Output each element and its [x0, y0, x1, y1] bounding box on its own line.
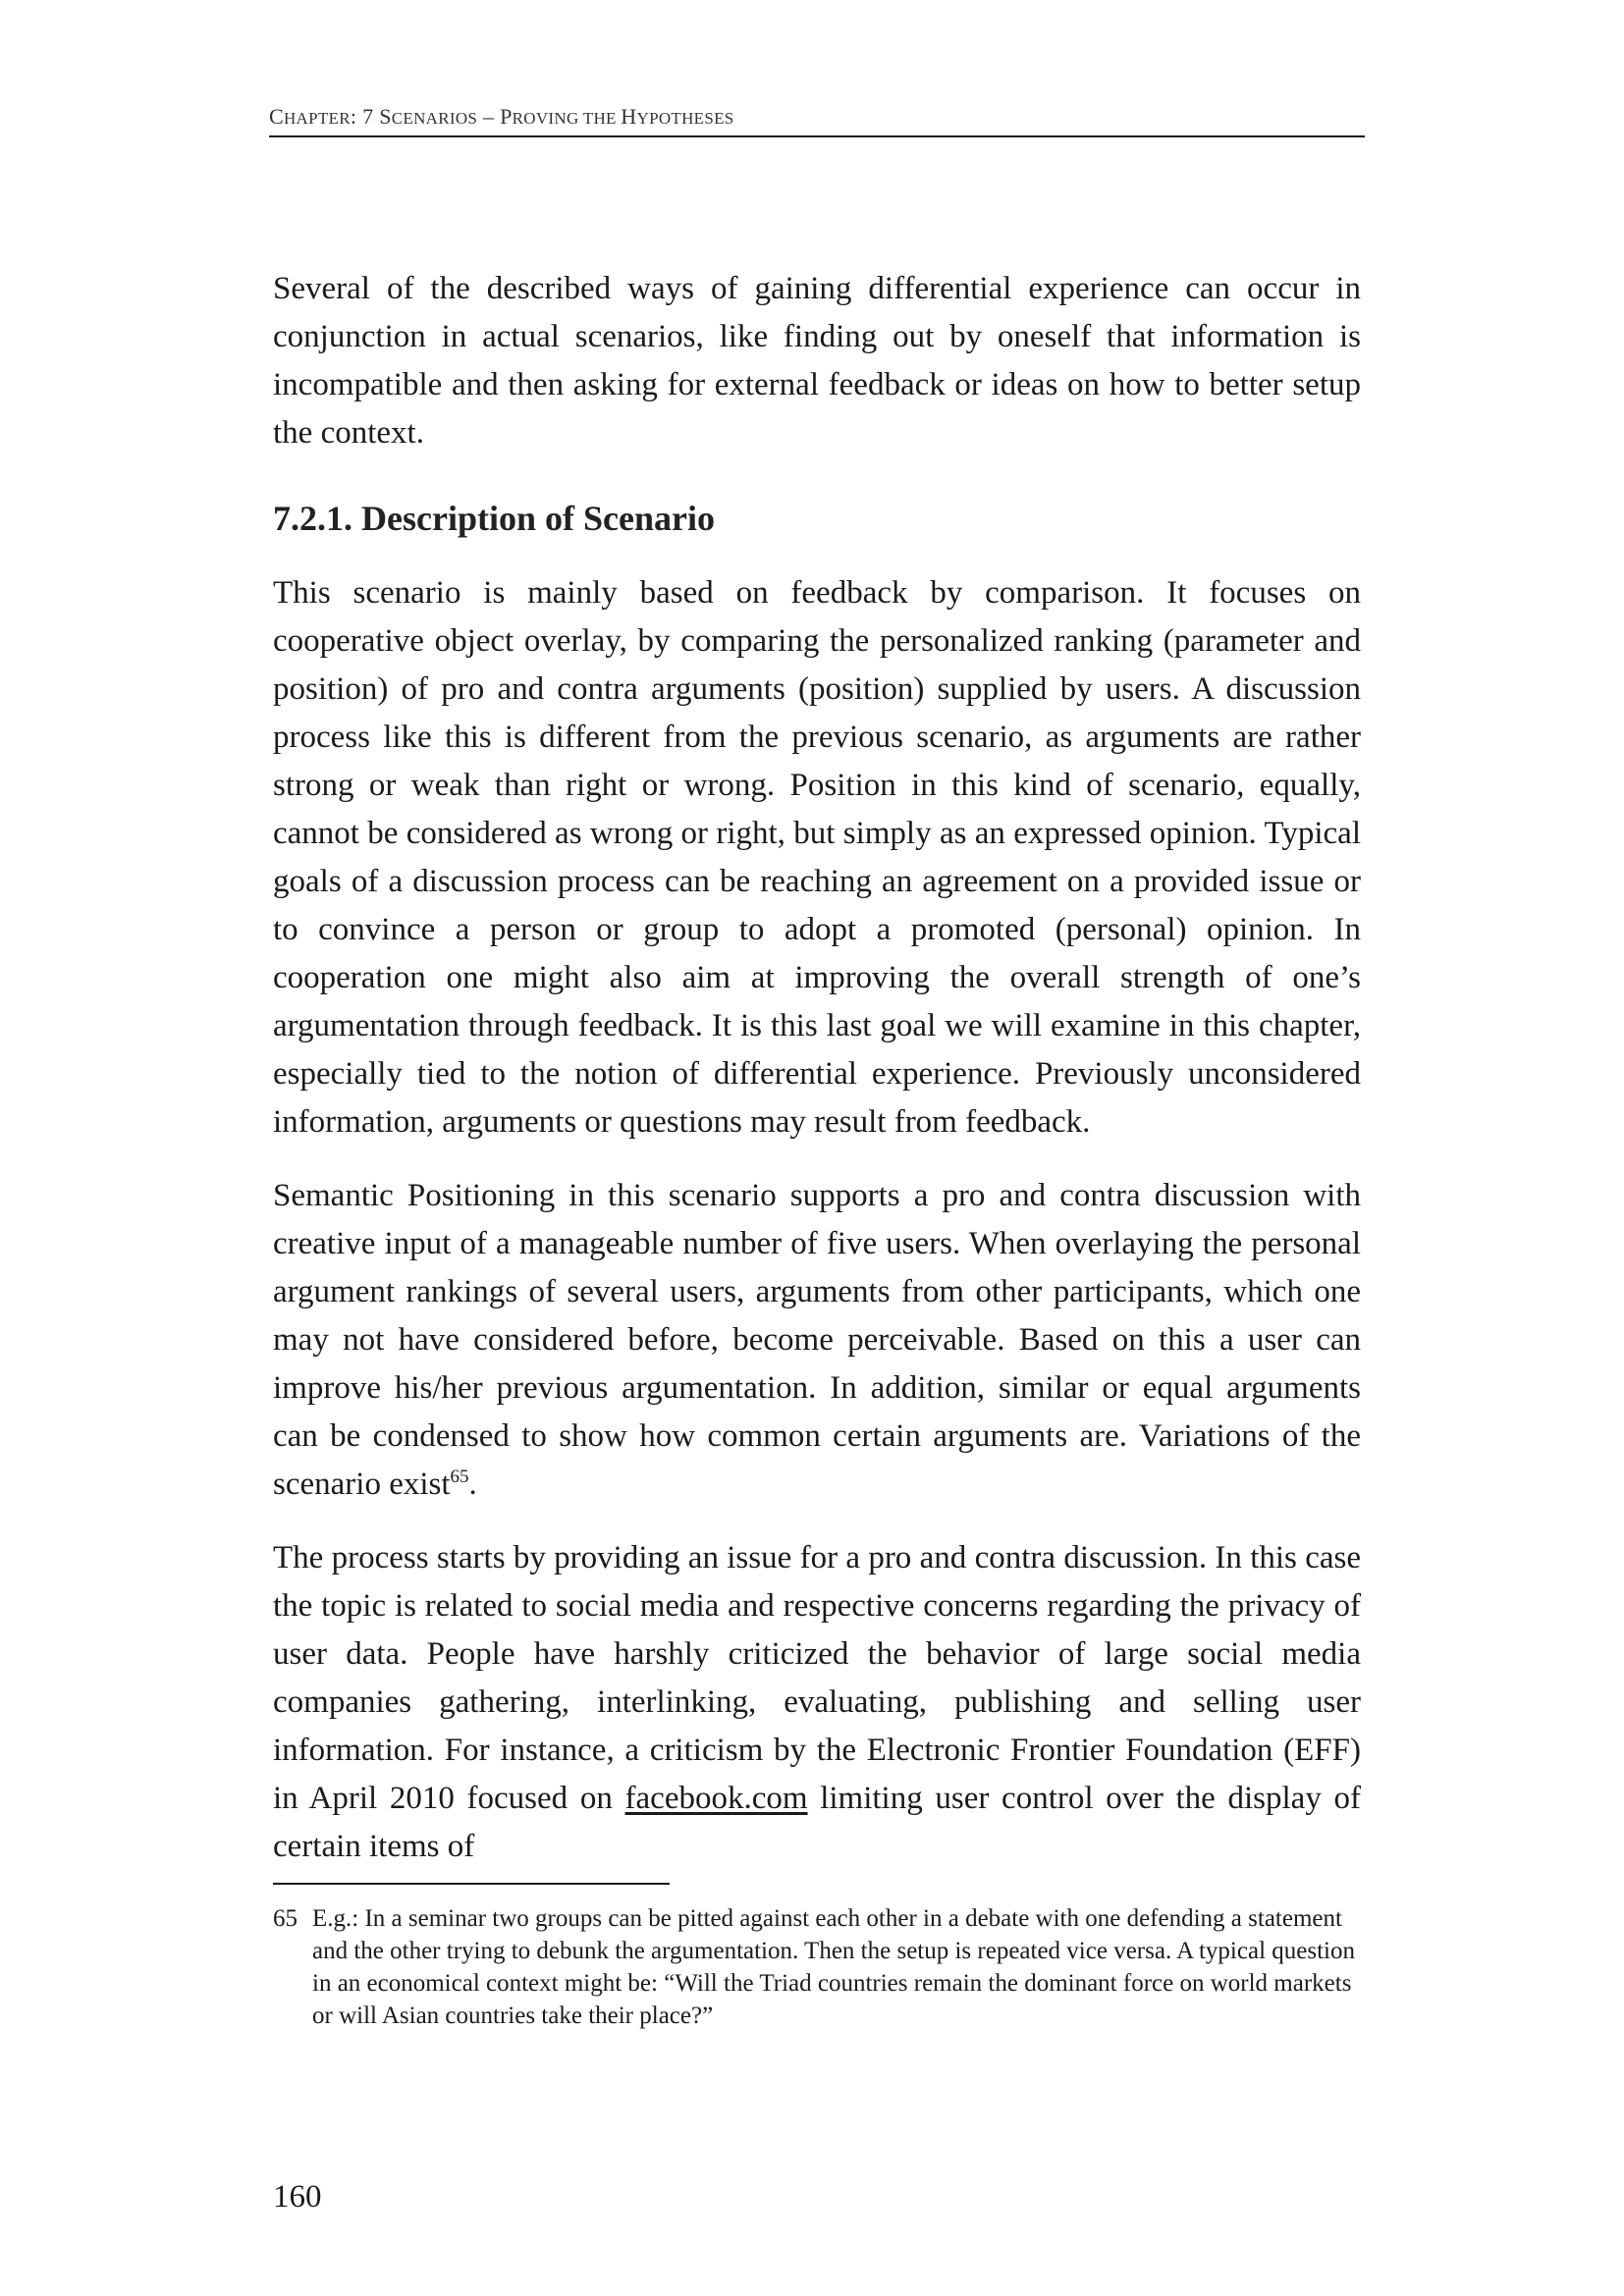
rh-scenarios-rest: CENARIOS	[391, 109, 478, 128]
paragraph-process-text: The process starts by providing an issue for a pro and contra discussion. In this case the topic is related to social media and respective concerns regarding the privacy of user data. People have harshly criticized the behavior of large social media companies gathering, interlinking, evaluating, publishing and selling user information. For instance, a criticism by the Electronic Frontier Foundation (EFF) in April 2010 focused on	[273, 1540, 1361, 1816]
paragraph-process	[273, 1534, 1361, 1871]
rh-chapter-number: : 7	[350, 104, 380, 129]
paragraph-semantic-positioning-end: .	[468, 1467, 477, 1502]
section-heading: 7.2.1. Description of Scenario	[273, 499, 715, 538]
paragraph-semantic-positioning	[273, 1172, 1361, 1509]
footnote-rule	[273, 1883, 670, 1885]
running-head-text	[269, 104, 734, 130]
body-text	[273, 265, 1361, 1896]
rh-hypotheses-rest: YPOTHESES	[636, 109, 734, 128]
footnote-text: E.g.: In a seminar two groups can be pitted against each other in a debate with one defending a statement and the other trying to debunk the argumentation. Then the setup is repeated vice versa. A typical question in an economical context might be: “Will the Triad countries remain the dominant force on world markets or will Asian countries take their place?”	[312, 1905, 1355, 2029]
footnote-reference[interactable]: 65	[450, 1467, 469, 1487]
rh-dash: –	[477, 104, 501, 129]
rh-chapter-initial: C	[269, 104, 284, 129]
paragraph-scenario-basis: This scenario is mainly based on feedback by comparison. It focuses on cooperative object overlay, by comparing the personalized ranking (parameter and position) of pro and contra arguments (position) supplied by users. A discussion process like this is different from the previous scenario, as arguments are rather strong or weak than right or wrong. Position in this kind of scenario, equally, cannot be considered as wrong or right, but simply as an expressed opinion. Typical goals of a discussion process can be reaching an agreement on a provided issue or to convince a person or group to adopt a promoted (personal) opinion. In cooperation one might also aim at improving the overall strength of one’s argumentation through feedback. It is this last goal we will examine in this chapter, especially tied to the notion of differential experience. Previously unconsidered information, arguments or questions may result from feedback.	[273, 575, 1361, 1140]
facebook-link[interactable]: facebook.com	[624, 1781, 808, 1816]
rh-proving-initial: P	[500, 104, 513, 129]
rh-hypotheses-initial: H	[621, 104, 637, 129]
rh-chapter-rest: HAPTER	[283, 109, 351, 128]
rh-proving-rest: ROVING THE	[512, 109, 622, 128]
paragraph-intro: Several of the described ways of gaining differential experience can occur in conjunction in actual scenarios, like finding out by oneself that information is incompatible and then asking for external feedback or ideas on how to better setup the context.	[273, 271, 1361, 451]
footnote	[273, 1902, 1361, 2032]
rh-scenarios-initial: S	[379, 104, 392, 129]
page-number: 160	[273, 2179, 322, 2215]
footnote-number: 65	[273, 1905, 298, 1932]
paragraph-process-end: limiting user control over the display of certain items of	[273, 1781, 1362, 1864]
paragraph-semantic-positioning-text: Semantic Positioning in this scenario supports a pro and contra discussion with creative input of a manageable number of five users. When overlaying the personal argument rankings of several users, arguments from other participants, which one may not have considered before, become perceivable. Based on this a user can improve his/her previous argumentation. In addition, similar or equal arguments can be condensed to show how common certain arguments are. Variations of the scenario exist	[273, 1178, 1361, 1502]
running-head	[269, 98, 1365, 137]
